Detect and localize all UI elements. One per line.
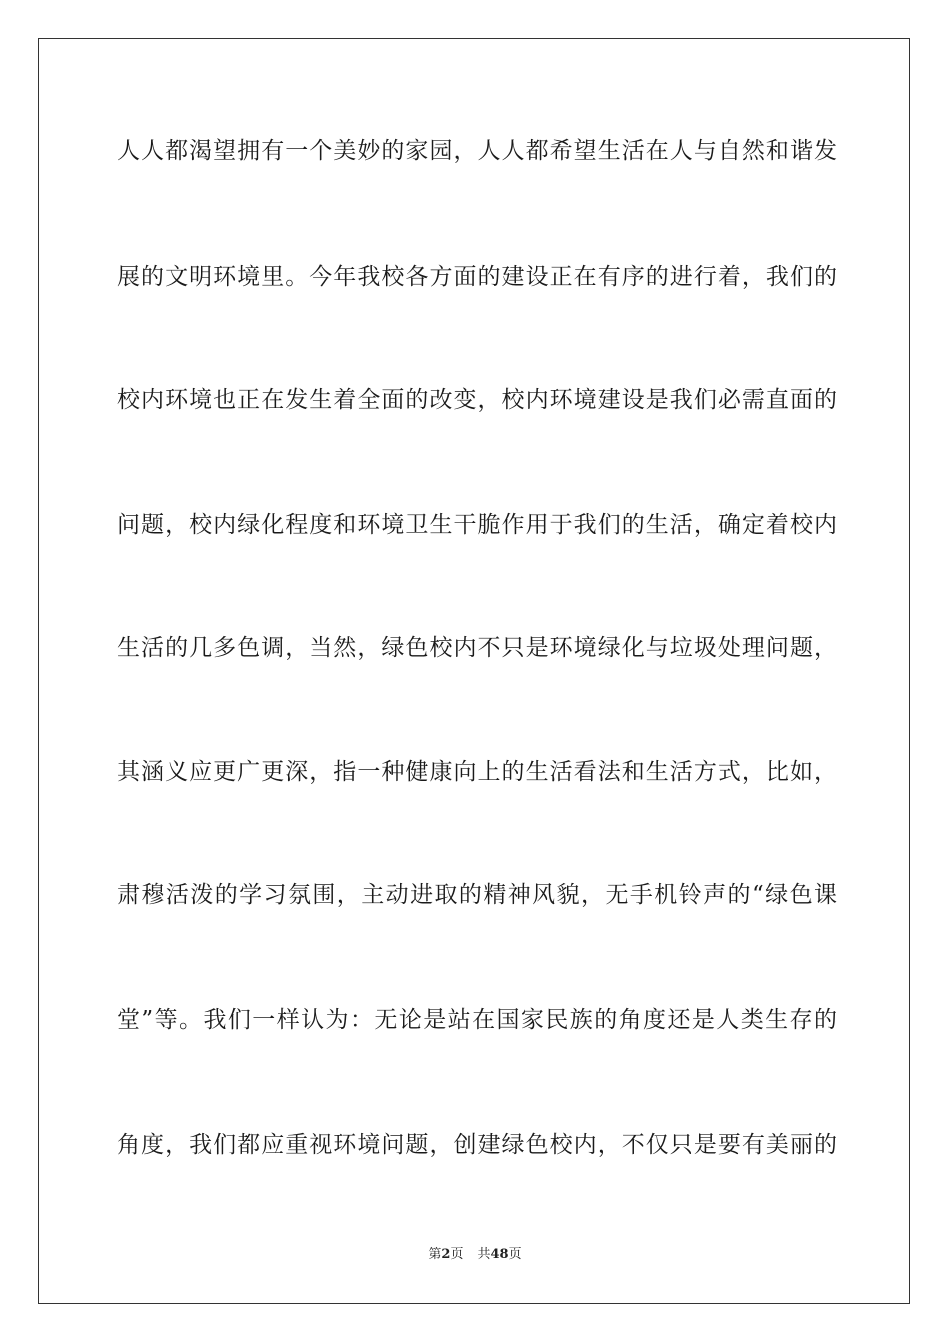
text-line: 展的文明环境里。今年我校各方面的建设正在有序的进行着，我们的 bbox=[117, 264, 837, 290]
text-line: 其涵义应更广更深，指一种健康向上的生活看法和生活方式，比如， bbox=[117, 759, 837, 785]
total-pages: 48 bbox=[490, 1247, 509, 1262]
text-line: 堂”等。我们一样认为：无论是站在国家民族的角度还是人类生存的 bbox=[117, 1007, 837, 1033]
text-line: 人人都渴望拥有一个美妙的家园，人人都希望生活在人与自然和谐发 bbox=[117, 138, 837, 164]
text-line: 角度，我们都应重视环境问题，创建绿色校内，不仅只是要有美丽的 bbox=[117, 1132, 837, 1158]
total-prefix: 共 bbox=[477, 1247, 491, 1262]
page-footer bbox=[0, 1246, 950, 1264]
text-line: 问题，校内绿化程度和环境卫生干脆作用于我们的生活，确定着校内 bbox=[117, 512, 837, 538]
text-line: 校内环境也正在发生着全面的改变，校内环境建设是我们必需直面的 bbox=[117, 387, 837, 413]
page-number: 2 bbox=[441, 1247, 451, 1262]
text-line: 生活的几多色调，当然，绿色校内不只是环境绿化与垃圾处理问题， bbox=[117, 635, 837, 661]
total-suffix: 页 bbox=[508, 1247, 522, 1262]
page-border bbox=[38, 38, 910, 1304]
page-prefix: 第 bbox=[428, 1247, 442, 1262]
page-suffix: 页 bbox=[450, 1247, 464, 1262]
text-line: 肃穆活泼的学习氛围，主动进取的精神风貌，无手机铃声的“绿色课 bbox=[117, 882, 837, 908]
